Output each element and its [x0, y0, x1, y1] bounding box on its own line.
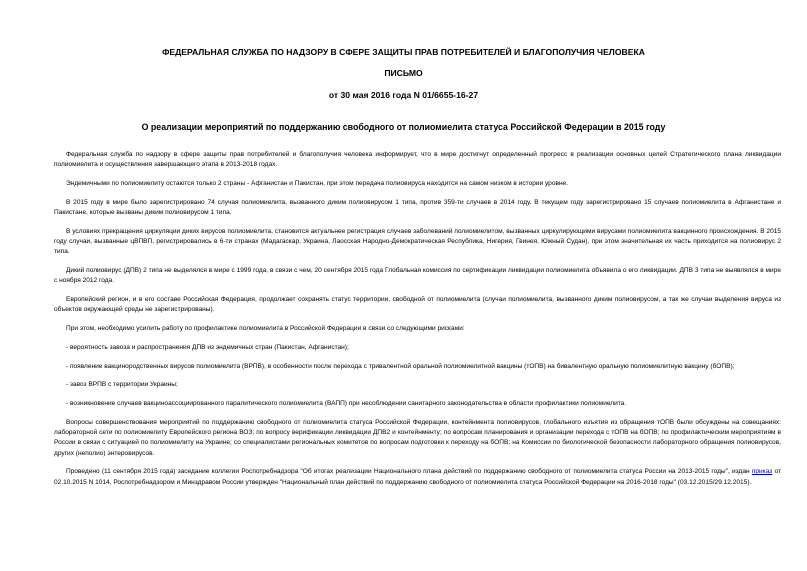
paragraph-text: Проведено (11 сентября 2015 года) заседание коллегии Роспотребнадзора "Об итогах реализации Национального плана действий по поддержанию свободного от полиомиелита статуса России на 2013-2015 годы", издан	[66, 468, 752, 476]
document-number: от 30 мая 2016 года N 01/6655-16-27	[328, 90, 479, 100]
document-title: О реализации мероприятий по поддержанию свободного от полиомиелита статуса Российской Федерации в 2015 году	[141, 122, 666, 132]
list-item: - возникновение случаев вакциноассоциированного паралитического полиомиелита (ВАПП) при несоблюдении санитарного законодательства в области профилактики полиомиелита.	[66, 400, 627, 408]
paragraph: При этом, необходимо усилить работу по профилактике полиомиелита в Российской Федерации в связи со следующими рисками:	[66, 325, 465, 332]
paragraph: В 2015 году в мире было зарегистрировано 74 случая полиомиелита, вызванного диким полиовирусом 1 типа, против 359-ти случаев в 2014 году. В текущем году зарегистрировано 15 случаев полиомиелита в Афганистане и Пакистане, которые вызваны диким полиовирусом 1 типа.	[54, 198, 781, 216]
organization-heading: ФЕДЕРАЛЬНАЯ СЛУЖБА ПО НАДЗОРУ В СФЕРЕ ЗАЩИТЫ ПРАВ ПОТРЕБИТЕЛЕЙ И БЛАГОПОЛУЧИЯ ЧЕЛОВЕКА	[162, 47, 645, 57]
document-body	[54, 150, 781, 496]
order-link[interactable]: приказ	[751, 468, 773, 476]
paragraph: Европейский регион, и в его составе Российская Федерация, продолжает сохранять статус территории, свободной от полиомиелита (случаи полиомиелита, вызванного диким полиовирусом, а так же случаи выделения вируса из объектов окружающей среды не зарегистрированы).	[54, 296, 781, 314]
paragraph: Эндемичными по полиомиелиту остаются только 2 страны - Афганистан и Пакистан, при этом передача полиовируса находится на самом низком в истории уровне.	[66, 180, 569, 187]
document-type: ПИСЬМО	[384, 68, 423, 78]
paragraph-with-link	[54, 467, 781, 487]
paragraph: Дикий полиовирус (ДПВ) 2 типа не выделялся в мире с 1999 года, в связи с чем, 20 сентября 2015 года Глобальная комиссия по сертификации ликвидации полиомиелита объявила о его ликвидации. ДПВ 3 типа не выявлялся в мире с ноября 2012 года.	[54, 267, 781, 285]
list-item: - появление вакцинородственных вирусов полиомиелита (ВРПВ), в особенности после перехода с тривалентной оральной полиомиелитной вакцины (тОПВ) на бивалентную оральную полиомиелитную вакцину (бОПВ);	[66, 362, 735, 370]
paragraph-text: от 02.10.2015 N 1014, Роспотребнадзором и Минздравом России утвержден "Национальный план действий по поддержанию свободного от полиомиелита статуса Российской Федерации на 2016-2018 годы" (03.12.2015/29.12.2015).	[54, 468, 781, 486]
paragraph: Федеральная служба по надзору в сфере защиты прав потребителей и благополучия человека информирует, что в мире достигнут определенный прогресс в реализации основных целей Стратегического плана ликвидации полиомиелита и осуществления завершающего этапа в 2013-2018 годах.	[54, 151, 781, 169]
paragraph: Вопросы совершенствования мероприятий по поддержанию свободного от полиомиелита статуса Российской Федерации, контейнмента полиовирусов, глобального изъятия из обращения тОПВ были обсуждены на совещаниях: лабораторной сети по полиомиелиту Европейского региона ВОЗ; по вопросу верификации ликвидации ДПВ2 и контейнменту; по вопросам планирования и организации перехода с тОПВ на бОПВ; по профилактическим мероприятиям в России в связи с ситуацией по полиомиелиту на Украине; со специалистами региональных комитетов по вопросам подготовки к переходу на бОПВ; на Комиссии по биологической безопасности лабораторного обращения полиовирусов, других (неполио) энтеровирусов.	[54, 418, 781, 457]
list-item: - вероятность завоза и распространения ДПВ из эндемичных стран (Пакистан, Афганистан);	[66, 343, 349, 351]
paragraph: В условиях прекращения циркуляции диких вирусов полиомиелита, становится актуальнее регистрация случаев заболеваний полиомиелитом, вызванных циркулирующими вирусами полиомиелита вакцинного происхождения. В 2015 году случаи, вызванные цВПВП, регистрировались в 6-ти странах (Мадагаскар, Украина, Лаосская Народно-Демократическая Республика, Нигерия, Гвинея, Южный Судан), при этом значительная их часть приходится на полиовирус 2 типа.	[54, 227, 781, 256]
list-item: - завоз ВРПВ с территории Украины;	[66, 381, 178, 389]
